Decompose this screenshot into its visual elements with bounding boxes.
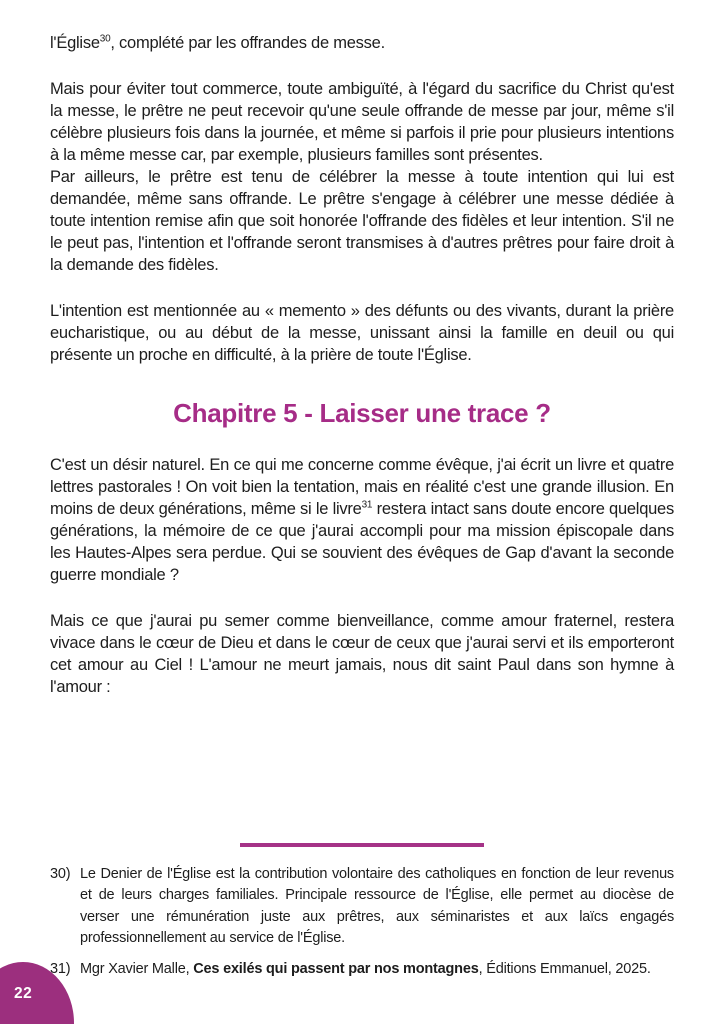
book-title: Ces exilés qui passent par nos montagnes [193,960,479,977]
chapter-heading: Chapitre 5 - Laisser une trace ? [173,398,551,428]
footnote-30 [50,864,674,950]
footnote-text: , Éditions Emmanuel, 2025. [478,960,651,977]
paragraph-text: , complété par les offrandes de messe. [110,34,385,52]
body-paragraph [50,32,674,54]
footnote-ref-31: 31 [361,499,373,511]
body-paragraph: L'intention est mentionnée au « memento » des défunts ou des vivants, durant la prière eucharistique, ou au début de la messe, unissant ainsi la famille en deuil ou qui présente un proche en difficulté, à la prière de toute l'Église. [50,302,674,364]
body-text-column [50,32,674,722]
body-paragraph: Par ailleurs, le prêtre est tenu de célébrer la messe à toute intention qui lui est demandée, même sans offrande. Le prêtre s'engage à célébrer une messe dédiée à toute intention remise afin que soit honorée l'offrande des fidèles et leur intention. S'il ne le peut pas, l'intention et l'offrande seront transmises à d'autres prêtres pour faire droit à la demande des fidèles. [50,168,674,274]
body-paragraph: Mais ce que j'aurai pu semer comme bienveillance, comme amour fraternel, restera vivace dans le cœur de Dieu et dans le cœur de ceux que j'aurai servi et ils emporteront cet amour au Ciel ! L'amour ne meurt jamais, nous dit saint Paul dans son hymne à l'amour : [50,612,674,696]
paragraph-text: restera intact sans doute encore quelques générations, la mémoire de ce que j'aurai accompli pour ma mission épiscopale dans les Hautes-Alpes sera perdue. Qui se souvient des évêques de Gap d'avant la seconde guerre mondiale ? [50,500,674,584]
body-paragraph [50,454,674,586]
paragraph-text: C'est un désir naturel. En ce qui me concerne comme évêque, j'ai écrit un livre et quatre lettres pastorales ! On voit bien la tentation, mais en réalité c'est une grande illusion. En moins de deux générations, même si le livre [50,456,674,518]
footnote-31 [50,959,674,981]
body-paragraph: Mais pour éviter tout commerce, toute ambiguïté, à l'égard du sacrifice du Christ qu'est la messe, le prêtre ne peut recevoir qu'une seule offrande de messe par jour, même s'il célèbre plusieurs fois dans la journée, et même si parfois il prie pour plusieurs intentions à la même messe car, par exemple, plusieurs familles sont présentes. [50,80,674,164]
footnote-text: Le Denier de l'Église est la contribution volontaire des catholiques en fonction de leur revenus et de leurs charges familiales. Principale ressource de l'Église, elle permet au diocèse de verser une rémunération juste aux prêtres, aux séminaristes et aux laïcs engagés professionnellement au service de l'Église. [80,865,674,946]
footnote-separator-rule [240,843,484,847]
footnote-text: Mgr Xavier Malle, [80,960,194,977]
footnote-ref-30: 30 [99,33,111,45]
page-number: 22 [14,985,33,1002]
footnote-area [50,843,674,989]
footnote-number: 31) [50,960,71,977]
paragraph-text: l'Église [50,34,100,52]
footnote-number: 30) [50,865,71,882]
